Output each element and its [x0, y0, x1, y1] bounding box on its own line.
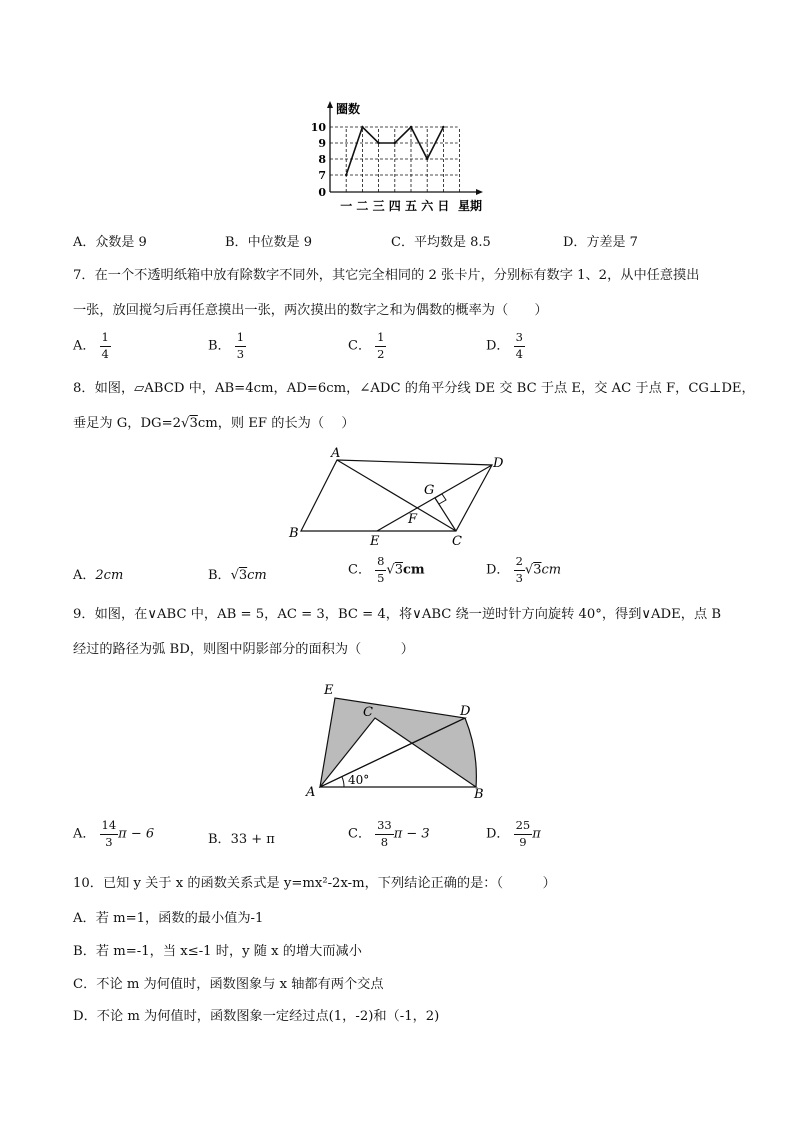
- x-axis-arrow: [476, 189, 483, 195]
- q10-option-a[interactable]: A．若 m=1，函数的最小值为-1: [73, 911, 264, 926]
- y-tick-label: 7: [318, 169, 326, 182]
- label-e: E: [324, 683, 334, 698]
- fraction: $\frac{25}{9}$: [515, 818, 531, 849]
- q9-stem-line1: 9．如图，在∨ABC 中，AB = 5，AC = 3，BC = 4，将∨ABC 绕一逆时针方向旋转 40°，得到∨ADE，点 B: [73, 607, 722, 622]
- q9-option-a[interactable]: A． $\frac{14}{3}$ π − 6: [73, 818, 155, 849]
- q9-option-d[interactable]: D． $\frac{25}{9}$ π: [486, 818, 541, 849]
- fraction: $\frac{33}{8}$: [377, 818, 392, 849]
- q9-stem-line2: 经过的路径为弧 BD，则图中阴影部分的面积为（ ）: [73, 642, 414, 657]
- q8-stem-line2: 垂足为 G，DG=2√3cm，则 EF 的长为（ ）: [73, 416, 355, 431]
- label-a: A: [331, 446, 341, 461]
- q7-option-a[interactable]: A． $\frac{1}{4}$: [73, 330, 109, 361]
- fraction: $\frac{8}{5}$: [377, 554, 385, 585]
- x-category-label: 六: [421, 199, 434, 213]
- label-a: A: [306, 785, 316, 800]
- label-g: G: [424, 483, 435, 498]
- data-point: [377, 142, 379, 144]
- q6-option-d[interactable]: D．方差是 7: [563, 235, 638, 250]
- label-b: B: [289, 526, 299, 541]
- q6-option-b[interactable]: B．中位数是 9: [225, 235, 312, 250]
- label-f: F: [408, 512, 418, 527]
- y-tick-label: 9: [318, 137, 326, 150]
- bisector-de: [377, 465, 492, 531]
- chart-categories: [340, 198, 449, 213]
- q9-option-b[interactable]: B．33 + π: [208, 832, 275, 847]
- fraction: $\frac{2}{3}$: [515, 554, 523, 585]
- y-tick-label: 8: [318, 153, 326, 166]
- x-category-label: 二: [356, 199, 369, 213]
- data-point: [442, 126, 444, 128]
- q7-stem-line2: 一张，放回搅匀后再任意摸出一张，两次摸出的数字之和为偶数的概率为（ ）: [73, 303, 548, 318]
- q8-option-a[interactable]: A．2cm: [73, 568, 124, 583]
- q10-option-b[interactable]: B．若 m=-1，当 x≤-1 时，y 随 x 的增大而减小: [73, 944, 362, 959]
- q6-line-chart: [300, 96, 500, 218]
- q8-option-c[interactable]: C． $\frac{8}{5}$ √3cm: [348, 554, 425, 585]
- fraction: $\frac{3}{4}$: [515, 330, 523, 361]
- sqrt-symbol: √: [524, 562, 534, 578]
- x-category-label: 日: [437, 199, 450, 213]
- y-tick-label: 10: [310, 121, 326, 134]
- label-d: D: [493, 456, 504, 471]
- data-point: [394, 142, 396, 144]
- q7-option-c[interactable]: C． $\frac{1}{2}$: [348, 330, 385, 361]
- chart-x-axis-label: 星期: [458, 199, 483, 213]
- q10-stem: 10．已知 y 关于 x 的函数关系式是 y=mx²-2x-m，下列结论正确的是：（ ）: [73, 876, 556, 891]
- sqrt-symbol: √: [386, 562, 395, 578]
- q10-option-c[interactable]: C．不论 m 为何值时，函数图象与 x 轴都有两个交点: [73, 977, 384, 992]
- label-b: B: [474, 787, 484, 802]
- y-tick-label: 0: [318, 186, 326, 199]
- label-c: C: [452, 534, 462, 549]
- x-category-label: 五: [404, 199, 418, 213]
- x-category-label: 一: [340, 199, 353, 213]
- q10-option-d[interactable]: D．不论 m 为何值时，函数图象一定经过点(1，-2)和（-1，2): [73, 1009, 440, 1024]
- chart-ticks: [311, 121, 327, 199]
- q8-option-b[interactable]: B．√3cm: [208, 568, 267, 583]
- label-e: E: [370, 534, 380, 549]
- right-angle-mark: [435, 494, 446, 504]
- chart-grid: [330, 127, 460, 192]
- q8-parallelogram-figure: [280, 445, 520, 550]
- data-point: [426, 158, 428, 160]
- chart-y-axis-label: 圈数: [336, 102, 361, 116]
- perpendicular-cg: [435, 498, 456, 531]
- q8-stem-line1: 8．如图，▱ABCD 中，AB=4cm，AD=6cm，∠ADC 的角平分线 DE 交 BC 于点 E，交 AC 于点 F，CG⊥DE，: [73, 381, 755, 396]
- sqrt-symbol: √: [230, 568, 239, 583]
- x-category-label: 三: [372, 199, 385, 213]
- data-point: [361, 126, 363, 128]
- q7-option-b[interactable]: B． $\frac{1}{3}$: [208, 330, 245, 361]
- y-axis-arrow: [327, 101, 333, 108]
- label-d: D: [460, 704, 471, 719]
- q9-option-c[interactable]: C． $\frac{33}{8}$ π − 3: [348, 818, 430, 849]
- fraction: $\frac{1}{2}$: [377, 330, 385, 361]
- q9-rotation-figure: [300, 680, 500, 805]
- q6-option-a[interactable]: A．众数是 9: [73, 235, 147, 250]
- data-point: [410, 126, 412, 128]
- fraction: $\frac{14}{3}$: [101, 818, 117, 849]
- q7-option-d[interactable]: D． $\frac{3}{4}$: [486, 330, 523, 361]
- label-c: C: [363, 705, 373, 720]
- x-category-label: 四: [388, 199, 401, 213]
- angle-label: 40°: [348, 773, 370, 787]
- fraction: $\frac{1}{4}$: [101, 330, 109, 361]
- sqrt-symbol: √: [181, 416, 190, 431]
- q8-option-d[interactable]: D． $\frac{2}{3}$ √3cm: [486, 554, 562, 585]
- data-point: [345, 174, 347, 176]
- fraction: $\frac{1}{3}$: [236, 330, 245, 361]
- q7-stem-line1: 7．在一个不透明纸箱中放有除数字不同外，其它完全相同的 2 张卡片，分别标有数字 1、2，从中任意摸出: [73, 268, 700, 283]
- q6-option-c[interactable]: C．平均数是 8.5: [391, 235, 491, 250]
